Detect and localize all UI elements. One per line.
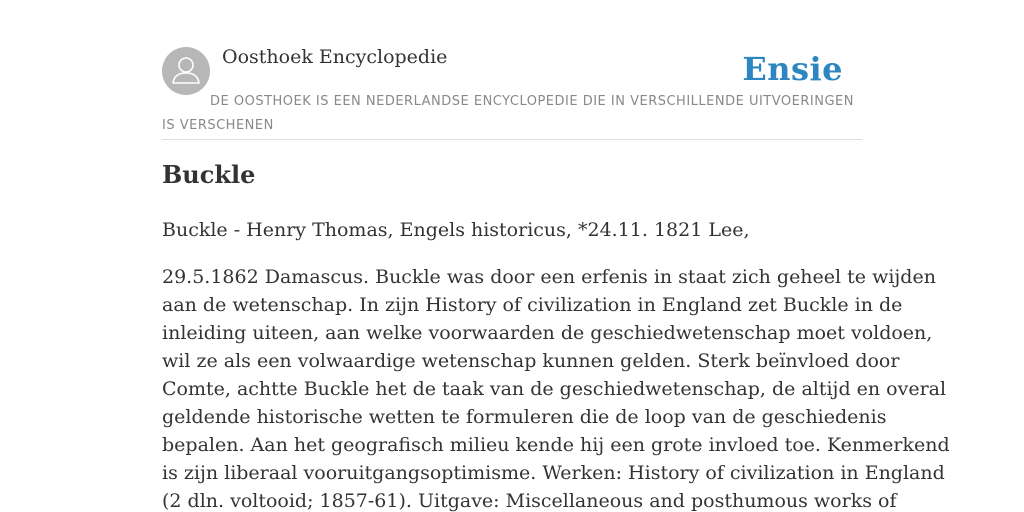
article-line: Comte, achtte Buckle het de taak van de geschiedwetenschap, de altijd en overal — [162, 378, 947, 400]
user-silhouette-icon — [162, 47, 210, 95]
avatar[interactable] — [162, 47, 210, 95]
site-tagline: DE OOSTHOEK IS EEN NEDERLANDSE ENCYCLOPEDIE DIE IN VERSCHILLENDE UITVOERINGEN IS VERSCHENEN — [162, 94, 854, 133]
article-body — [162, 263, 950, 512]
article-line: bepalen. Aan het geografisch milieu kende hij een grote invloed toe. Kenmerkend — [162, 434, 950, 456]
article-line: 29.5.1862 Damascus. Buckle was door een erfenis in staat zich geheel te wijden — [162, 266, 936, 288]
article-line: wil ze als een volwaardige wetenschap kunnen gelden. Sterk beïnvloed door — [162, 350, 900, 372]
article-line: inleiding uiteen, aan welke voorwaarden de geschiedwetenschap moet voldoen, — [162, 322, 933, 344]
article-lead: Buckle - Henry Thomas, Engels historicus, *24.11. 1821 Lee, — [162, 219, 750, 241]
ensie-logo[interactable]: Ensie — [742, 50, 843, 88]
article-line: (2 dln. voltooid; 1857-61). Uitgave: Miscellaneous and posthumous works of — [162, 490, 897, 512]
page-header — [162, 0, 862, 140]
page-container — [162, 0, 950, 512]
article-line: is zijn liberaal vooruitgangsoptimisme. Werken: History of civilization in England — [162, 462, 945, 484]
article-title: Buckle — [162, 160, 256, 189]
site-title[interactable]: Oosthoek Encyclopedie — [222, 46, 448, 68]
article-line: geldende historische wetten te formuleren die de loop van de geschiedenis — [162, 406, 887, 428]
article-line: aan de wetenschap. In zijn History of civilization in England zet Buckle in de — [162, 294, 903, 316]
